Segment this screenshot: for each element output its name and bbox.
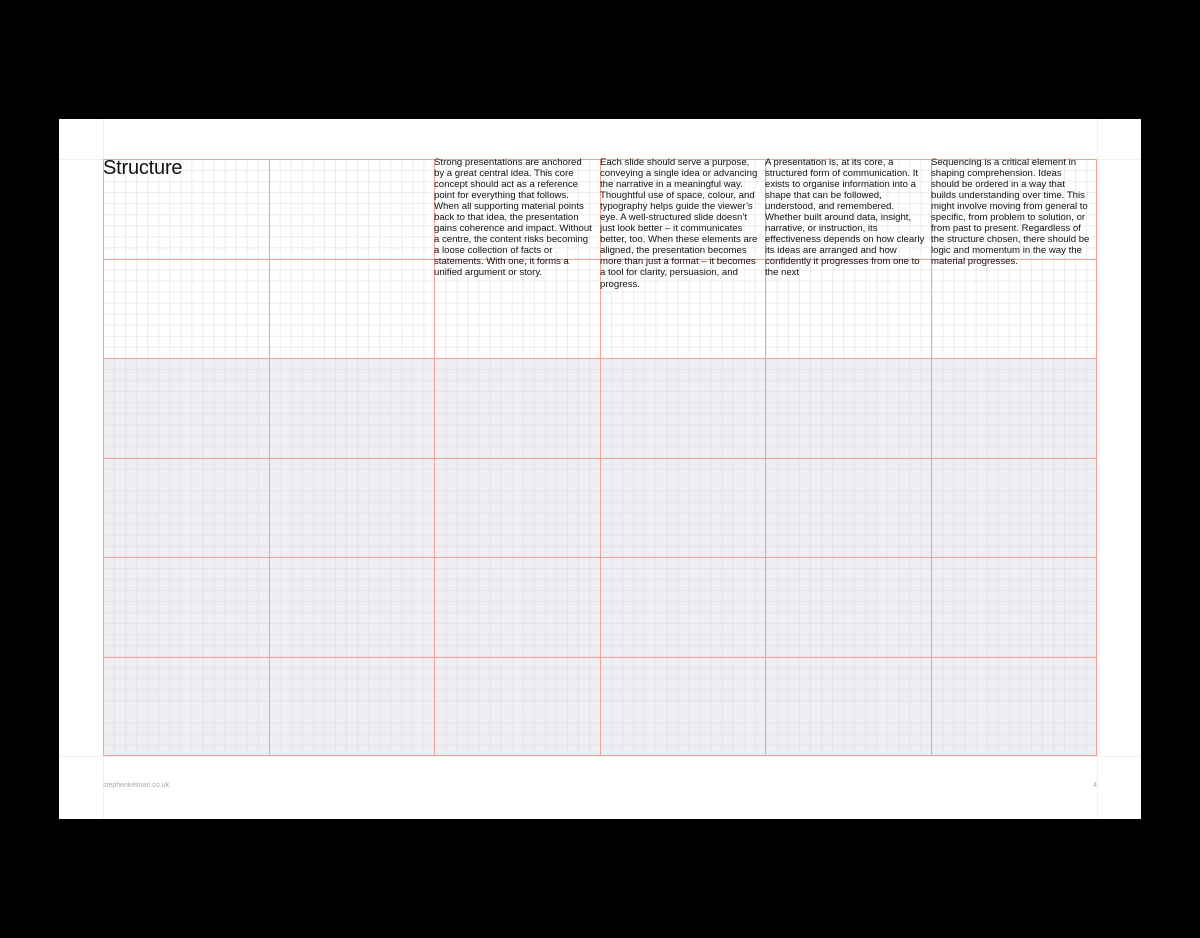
body-column-3: A presentation is, at its core, a structured form of communication. It exists to organise information into a shape that can be followed, understood, and remembered. Whether built around data, insight, narrative, or instruction, its effectiveness depends on how clearly its ideas are arranged and how confidently it progresses from one to the next <box>765 157 925 279</box>
footer-site-url: stephenkelman.co.uk <box>103 782 170 789</box>
body-column-2: Each slide should serve a purpose, conveying a single idea or advancing the narrative in a meaningful way. Thoughtful use of space, colour, and typography helps guide the viewer’s eye. A well-structured slide doesn’t just look better – it communicates better, too. When these elements are aligned, the presentation becomes more than just a format – it becomes a tool for clarity, persuasion, and progress. <box>600 157 758 290</box>
footer-page-number: 4 <box>1093 782 1097 789</box>
body-column-1: Strong presentations are anchored by a great central idea. This core concept should act as a reference point for everything that follows. When all supporting material points back to that idea, the presentation gains coherence and impact. Without a centre, the content risks becoming a loose collection of facts or statements. With one, it forms a unified argument or story. <box>434 157 592 279</box>
row-line <box>103 358 1097 359</box>
row-line <box>103 657 1097 658</box>
slide-title: Structure <box>103 157 183 179</box>
slide-page <box>59 119 1141 819</box>
row-line <box>103 755 1097 756</box>
row-line <box>103 458 1097 459</box>
margin-guide-bottom <box>59 756 1141 757</box>
row-line <box>103 557 1097 558</box>
margin-guide-right <box>1097 119 1098 819</box>
body-column-4: Sequencing is a critical element in shaping comprehension. Ideas should be ordered in a way that builds understanding over time. This might involve moving from general to specific, from problem to solution, or from past to present. Regardless of the structure chosen, there should be logic and momentum in the way the material progresses. <box>931 157 1090 268</box>
